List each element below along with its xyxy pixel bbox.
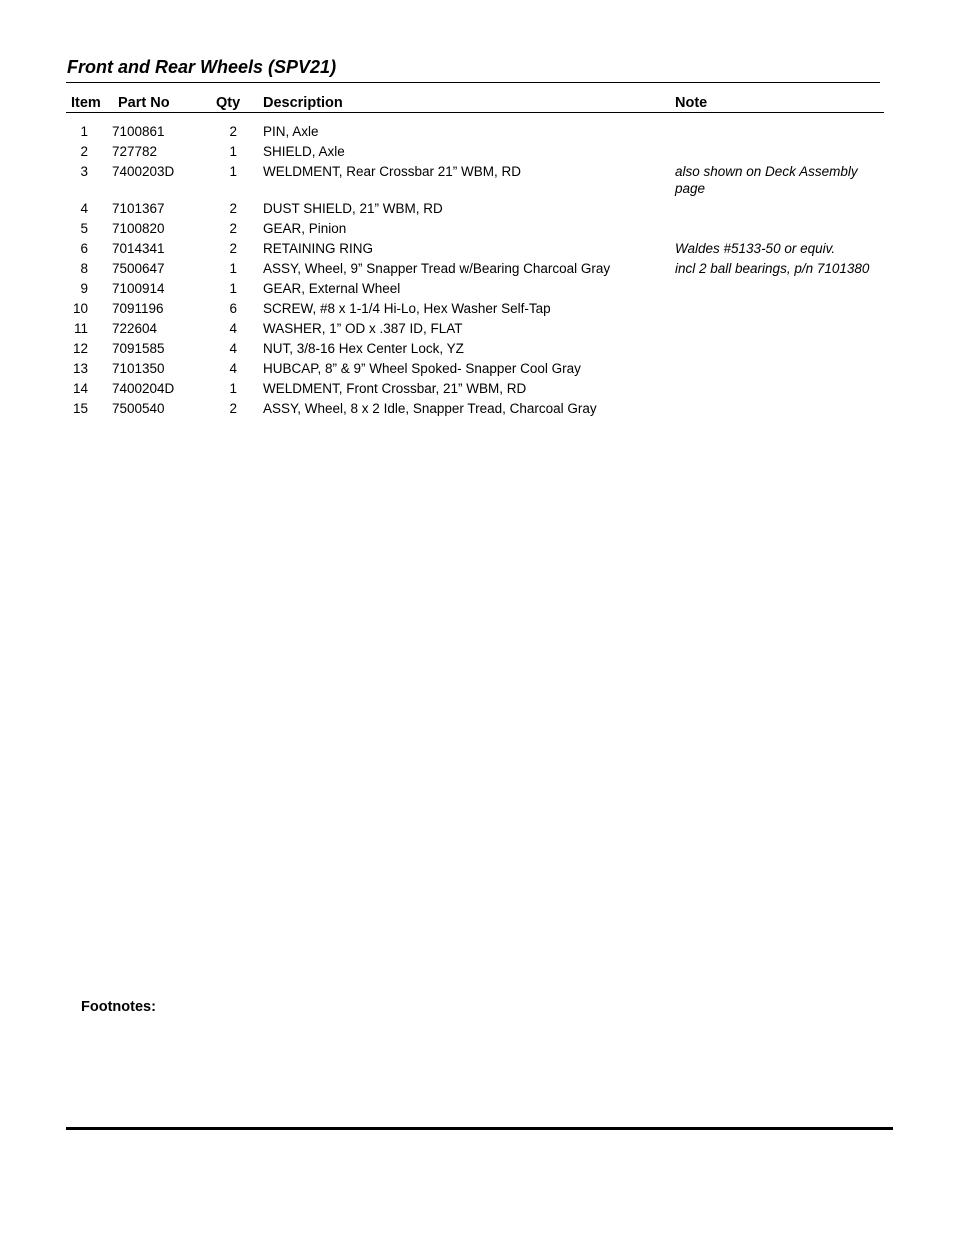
cell-note xyxy=(675,340,884,360)
cell-item: 13 xyxy=(72,361,88,376)
cell-item: 3 xyxy=(80,164,88,179)
table-row xyxy=(66,360,884,380)
cell-qty: 1 xyxy=(229,261,237,276)
bottom-divider xyxy=(66,1127,893,1130)
cell-item: 6 xyxy=(80,241,88,256)
cell-description: SCREW, #8 x 1-1/4 Hi-Lo, Hex Washer Self-Tap xyxy=(263,301,551,316)
table-row xyxy=(66,220,884,240)
column-header-part-no: Part No xyxy=(111,94,212,113)
cell-part-no: 7400204D xyxy=(112,381,175,396)
cell-qty: 1 xyxy=(229,381,237,396)
table-row xyxy=(66,280,884,300)
footnotes-label: Footnotes: xyxy=(81,999,156,1015)
cell-note xyxy=(675,320,884,340)
cell-qty: 1 xyxy=(229,144,237,159)
cell-part-no: 7091196 xyxy=(112,301,164,316)
table-row xyxy=(66,340,884,360)
cell-part-no: 7101350 xyxy=(112,361,165,376)
cell-qty: 4 xyxy=(229,341,237,356)
table-row xyxy=(66,143,884,163)
cell-part-no: 7101367 xyxy=(112,201,165,216)
column-header-description: Description xyxy=(263,94,675,113)
cell-item: 15 xyxy=(72,401,88,416)
cell-note: also shown on Deck Assembly page xyxy=(675,164,858,196)
cell-description: DUST SHIELD, 21” WBM, RD xyxy=(263,201,443,216)
cell-description: ASSY, Wheel, 9” Snapper Tread w/Bearing Charcoal Gray xyxy=(263,261,611,276)
cell-item: 5 xyxy=(80,221,88,236)
cell-description: ASSY, Wheel, 8 x 2 Idle, Snapper Tread, Charcoal Gray xyxy=(263,401,597,416)
cell-item: 11 xyxy=(73,321,88,336)
table-row xyxy=(66,400,884,420)
table-row xyxy=(66,380,884,400)
table-row xyxy=(66,113,884,144)
column-header-item: Item xyxy=(66,94,111,113)
cell-part-no: 727782 xyxy=(112,144,158,159)
cell-description: RETAINING RING xyxy=(263,241,374,256)
cell-item: 10 xyxy=(72,301,88,316)
cell-note: incl 2 ball bearings, p/n 7101380 xyxy=(675,261,870,276)
cell-note xyxy=(675,280,884,300)
cell-note xyxy=(675,200,884,220)
parts-table xyxy=(66,94,884,420)
cell-description: HUBCAP, 8” & 9” Wheel Spoked- Snapper Cool Gray xyxy=(263,361,581,376)
page-title: Front and Rear Wheels (SPV21) xyxy=(67,57,337,77)
cell-item: 8 xyxy=(80,261,88,276)
cell-item: 1 xyxy=(80,124,88,139)
cell-qty: 2 xyxy=(229,401,237,416)
cell-description: GEAR, External Wheel xyxy=(263,281,401,296)
cell-item: 4 xyxy=(80,201,88,216)
title-divider xyxy=(66,82,880,83)
cell-qty: 2 xyxy=(229,221,237,236)
column-header-note: Note xyxy=(675,94,884,113)
cell-item: 12 xyxy=(72,341,88,356)
cell-part-no: 7500647 xyxy=(112,261,165,276)
table-row xyxy=(66,163,884,200)
column-header-qty: Qty xyxy=(212,94,263,113)
cell-description: WELDMENT, Front Crossbar, 21” WBM, RD xyxy=(263,381,527,396)
cell-note xyxy=(675,220,884,240)
cell-part-no: 7500540 xyxy=(112,401,165,416)
cell-qty: 4 xyxy=(229,361,237,376)
cell-qty: 6 xyxy=(229,301,237,316)
cell-item: 9 xyxy=(80,281,88,296)
cell-part-no: 7091585 xyxy=(112,341,165,356)
cell-qty: 4 xyxy=(229,321,237,336)
cell-note xyxy=(675,113,884,144)
cell-note: Waldes #5133-50 or equiv. xyxy=(675,241,836,256)
cell-note xyxy=(675,400,884,420)
cell-part-no: 7100820 xyxy=(112,221,165,236)
table-row xyxy=(66,300,884,320)
parts-table-body xyxy=(66,113,884,421)
cell-description: SHIELD, Axle xyxy=(263,144,345,159)
table-header-row xyxy=(66,94,884,113)
table-row xyxy=(66,320,884,340)
cell-description: WASHER, 1” OD x .387 ID, FLAT xyxy=(263,321,463,336)
cell-description: PIN, Axle xyxy=(263,124,319,139)
cell-part-no: 7100861 xyxy=(112,124,165,139)
cell-description: GEAR, Pinion xyxy=(263,221,347,236)
table-row xyxy=(66,200,884,220)
cell-part-no: 7100914 xyxy=(112,281,165,296)
cell-note xyxy=(675,380,884,400)
cell-qty: 2 xyxy=(229,201,237,216)
cell-qty: 1 xyxy=(229,164,237,179)
table-row xyxy=(66,240,884,260)
cell-note xyxy=(675,143,884,163)
table-row xyxy=(66,260,884,280)
cell-qty: 2 xyxy=(229,241,237,256)
cell-qty: 1 xyxy=(229,281,237,296)
cell-note xyxy=(675,300,884,320)
cell-description: WELDMENT, Rear Crossbar 21” WBM, RD xyxy=(263,164,522,179)
cell-item: 2 xyxy=(80,144,88,159)
cell-part-no: 722604 xyxy=(112,321,158,336)
cell-item: 14 xyxy=(72,381,88,396)
cell-qty: 2 xyxy=(229,124,237,139)
cell-part-no: 7014341 xyxy=(112,241,165,256)
cell-note xyxy=(675,360,884,380)
cell-description: NUT, 3/8-16 Hex Center Lock, YZ xyxy=(263,341,464,356)
cell-part-no: 7400203D xyxy=(112,164,175,179)
